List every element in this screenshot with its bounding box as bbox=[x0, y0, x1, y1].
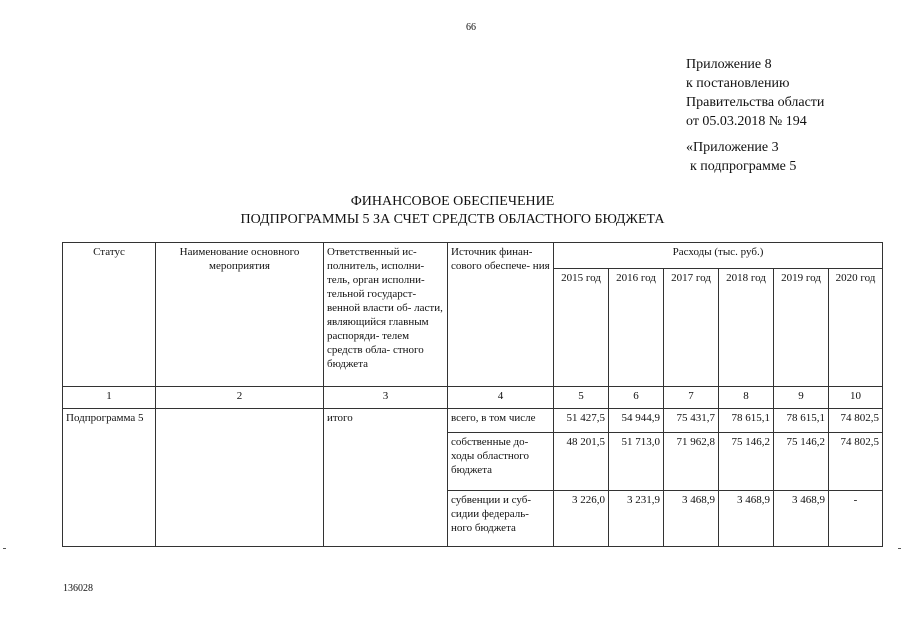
appendix-line: Приложение 8 bbox=[686, 57, 772, 72]
column-number: 4 bbox=[448, 387, 554, 409]
column-number: 8 bbox=[719, 387, 774, 409]
value-cell: 51 713,0 bbox=[609, 433, 664, 491]
value-cell: 78 615,1 bbox=[774, 409, 829, 433]
header-year: 2017 год bbox=[664, 269, 719, 387]
value-cell: 54 944,9 bbox=[609, 409, 664, 433]
header-row bbox=[63, 243, 883, 269]
column-number: 10 bbox=[829, 387, 883, 409]
header-status: Статус bbox=[63, 243, 156, 387]
source-cell: субвенции и суб- сидии федераль- ного бюджета bbox=[448, 491, 554, 547]
header-year: 2020 год bbox=[829, 269, 883, 387]
value-cell: - bbox=[829, 491, 883, 547]
value-cell: 48 201,5 bbox=[554, 433, 609, 491]
financing-table bbox=[62, 242, 883, 547]
value-cell: 75 146,2 bbox=[774, 433, 829, 491]
value-cell: 3 231,9 bbox=[609, 491, 664, 547]
value-cell: 71 962,8 bbox=[664, 433, 719, 491]
appendix-block bbox=[686, 55, 824, 131]
column-number: 9 bbox=[774, 387, 829, 409]
value-cell: 51 427,5 bbox=[554, 409, 609, 433]
header-year: 2016 год bbox=[609, 269, 664, 387]
table-row bbox=[63, 409, 883, 433]
scan-edge-mark bbox=[3, 548, 6, 549]
column-number-row bbox=[63, 387, 883, 409]
header-year: 2015 год bbox=[554, 269, 609, 387]
column-number: 5 bbox=[554, 387, 609, 409]
value-cell: 75 431,7 bbox=[664, 409, 719, 433]
header-year: 2018 год bbox=[719, 269, 774, 387]
column-number: 1 bbox=[63, 387, 156, 409]
value-cell: 74 802,5 bbox=[829, 409, 883, 433]
inner-appendix-line: «Приложение 3 bbox=[686, 140, 779, 155]
appendix-line: Правительства области bbox=[686, 95, 825, 110]
header-name: Наименование основного мероприятия bbox=[156, 243, 324, 387]
source-cell: собственные до- ходы областного бюджета bbox=[448, 433, 554, 491]
document-title-line2: ПОДПРОГРАММЫ 5 ЗА СЧЕТ СРЕДСТВ ОБЛАСТНОГО БЮДЖЕТА bbox=[240, 212, 665, 227]
value-cell: 75 146,2 bbox=[719, 433, 774, 491]
value-cell: 3 468,9 bbox=[719, 491, 774, 547]
inner-appendix-block bbox=[686, 138, 796, 176]
scan-edge-mark bbox=[898, 548, 901, 549]
responsible-cell: итого bbox=[324, 409, 448, 547]
value-cell: 3 468,9 bbox=[664, 491, 719, 547]
column-number: 7 bbox=[664, 387, 719, 409]
name-cell bbox=[156, 409, 324, 547]
value-cell: 3 468,9 bbox=[774, 491, 829, 547]
status-cell: Подпрограмма 5 bbox=[63, 409, 156, 547]
appendix-line: от 05.03.2018 № 194 bbox=[686, 114, 807, 129]
header-expenses: Расходы (тыс. руб.) bbox=[554, 243, 883, 269]
value-cell: 74 802,5 bbox=[829, 433, 883, 491]
value-cell: 3 226,0 bbox=[554, 491, 609, 547]
column-number: 6 bbox=[609, 387, 664, 409]
inner-appendix-line: к подпрограмме 5 bbox=[690, 159, 797, 174]
value-cell: 78 615,1 bbox=[719, 409, 774, 433]
appendix-line: к постановлению bbox=[686, 76, 790, 91]
header-year: 2019 год bbox=[774, 269, 829, 387]
page-number: 66 bbox=[466, 22, 476, 33]
header-responsible: Ответственный ис- полнитель, исполни- тель, орган исполни- тельной государст- венной власти об- ласти, являющийся главным распоряди- телем средств обла- стного бюджета bbox=[324, 243, 448, 387]
column-number: 3 bbox=[324, 387, 448, 409]
document-title-line1: ФИНАНСОВОЕ ОБЕСПЕЧЕНИЕ bbox=[350, 194, 555, 209]
column-number: 2 bbox=[156, 387, 324, 409]
source-cell: всего, в том числе bbox=[448, 409, 554, 433]
document-code: 136028 bbox=[63, 583, 93, 594]
header-source: Источник финан- сового обеспече- ния bbox=[448, 243, 554, 387]
